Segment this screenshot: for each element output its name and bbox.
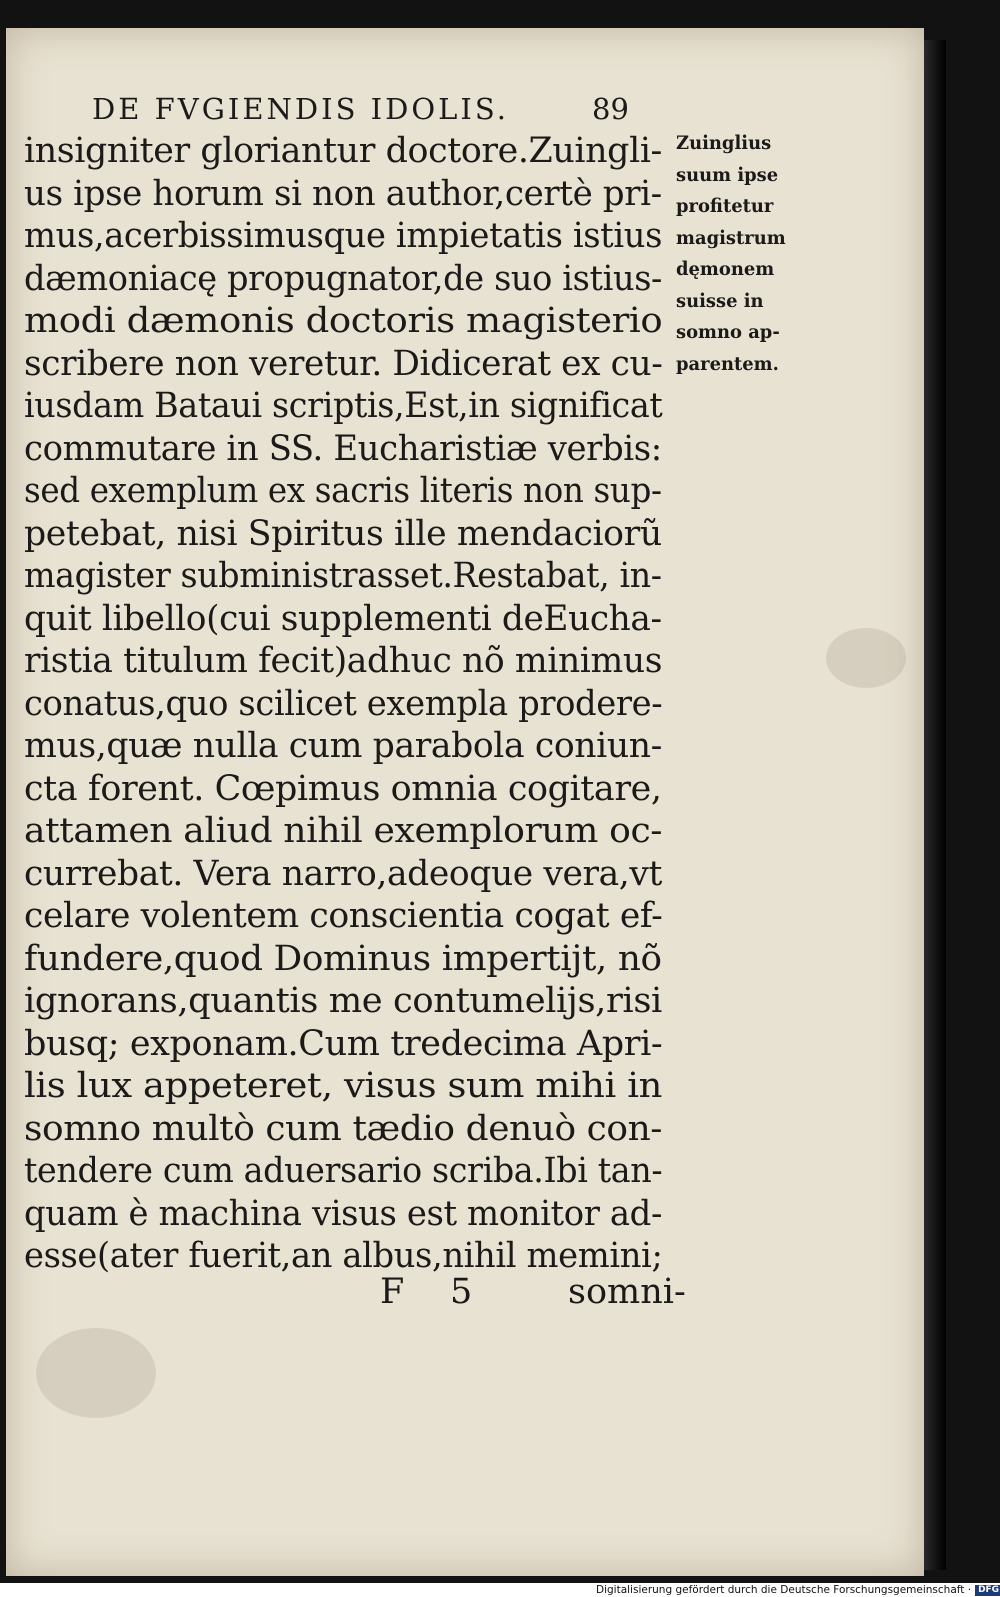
marginal-note-line: somno ap- [676, 321, 780, 343]
signature-number: 5 [450, 1272, 473, 1312]
text-line [24, 215, 674, 258]
text-line-content: attamen aliud nihil exemplorum oc- [24, 811, 663, 851]
credit-text: Digitalisierung gefördert durch die Deutsche Forschungsgemeinschaft · [596, 1584, 972, 1596]
text-line-content: mus,acerbissimusque impietatis istius [24, 216, 663, 256]
text-line-content: somno multò cum tædio denuò con- [24, 1108, 663, 1149]
text-line [24, 555, 674, 598]
text-line-content: fundere,quod Dominus impertijt, nõ [24, 938, 662, 979]
text-line-content: cta forent. Cœpimus omnia cogitare, [24, 768, 662, 809]
text-line-content: mus,quæ nulla cum parabola coniun- [24, 726, 662, 766]
text-line-content: scribere non veretur. Didicerat ex cu- [24, 343, 663, 384]
text-line-content: quam è machina visus est monitor ad- [24, 1193, 662, 1234]
text-line-content: lis lux appeteret, visus sum mihi in [24, 1066, 662, 1106]
text-line [24, 1150, 674, 1193]
page-number: 89 [592, 92, 629, 126]
paper-stain [826, 628, 906, 688]
text-line [24, 513, 674, 556]
text-line-content: us ipse horum si non author,certè pri- [24, 173, 662, 214]
text-line-content: insigniter gloriantur doctore.Zuingli- [24, 131, 662, 171]
text-line-content: celare volentem conscientia cogat ef- [24, 896, 663, 936]
catch-line [380, 1272, 686, 1316]
text-line [24, 428, 674, 471]
text-line [24, 980, 674, 1023]
text-line [24, 385, 674, 428]
text-line-content: petebat, nisi Spiritus ille mendaciorũ [24, 513, 662, 554]
running-title: DE FVGIENDIS IDOLIS. [92, 92, 509, 126]
page-edge-shadow [924, 40, 946, 1570]
marginal-note-line: parentem. [676, 352, 779, 375]
text-line-content: quit libello(cui supplementi deEucha- [24, 598, 662, 639]
text-line [24, 938, 674, 981]
text-line-content: tendere cum aduersario scriba.Ibi tan- [24, 1151, 663, 1191]
text-line [24, 768, 674, 811]
text-line-content: commutare in SS. Eucharistiæ verbis: [24, 428, 662, 469]
text-line [24, 173, 674, 216]
text-line-content: sed exemplum ex sacris literis non sup- [24, 471, 662, 511]
text-line [24, 853, 674, 896]
marginal-note-line: profitetur [676, 195, 774, 217]
text-line [24, 130, 674, 173]
text-line [24, 598, 674, 641]
dfg-logo: DFG [975, 1585, 1000, 1596]
text-line-content: conatus,quo scilicet exempla prodere- [24, 683, 663, 724]
text-line [24, 300, 674, 343]
text-line-content: iusdam Bataui scriptis,Est,in significat [24, 386, 663, 426]
text-line-content: busq; exponam.Cum tredecima Apri- [24, 1023, 663, 1064]
body-text [24, 130, 674, 1278]
text-line-content: currebat. Vera narro,adeoque vera,vt [24, 853, 662, 894]
text-line-content: magister subministrasset.Restabat, in- [24, 556, 662, 596]
text-line [24, 470, 674, 513]
signature-mark: F [380, 1272, 405, 1312]
text-line [24, 683, 674, 726]
text-line [24, 343, 674, 386]
digitization-credit [596, 1584, 1000, 1597]
text-line-content: esse(ater fuerit,an albus,nihil memini; [24, 1236, 663, 1276]
text-line [24, 1023, 674, 1066]
marginal-note-line: suisse in [676, 289, 764, 312]
catchword: somni- [568, 1272, 686, 1312]
marginal-note-line: Zuinglius [676, 132, 772, 154]
text-line [24, 1108, 674, 1151]
text-line [24, 258, 674, 301]
paper-stain [36, 1328, 156, 1418]
text-line [24, 810, 674, 853]
text-line-content: modi dæmonis doctoris magisterio [24, 301, 663, 341]
text-line [24, 895, 674, 938]
marginal-note-line: dęmonem [676, 258, 775, 280]
marginal-note [676, 128, 816, 380]
text-line [24, 1065, 674, 1108]
text-line-content: ignorans,quantis me contumelijs,risi [24, 981, 662, 1021]
running-head [92, 82, 652, 132]
text-line-content: ristia titulum fecit)adhuc nõ minimus [24, 641, 663, 681]
text-line-content: dæmoniacę propugnator,de suo istius- [24, 258, 663, 299]
marginal-note-line: suum ipse [676, 163, 779, 186]
text-line [24, 1193, 674, 1236]
text-line [24, 725, 674, 768]
marginal-note-line: magistrum [676, 226, 786, 249]
text-line [24, 640, 674, 683]
